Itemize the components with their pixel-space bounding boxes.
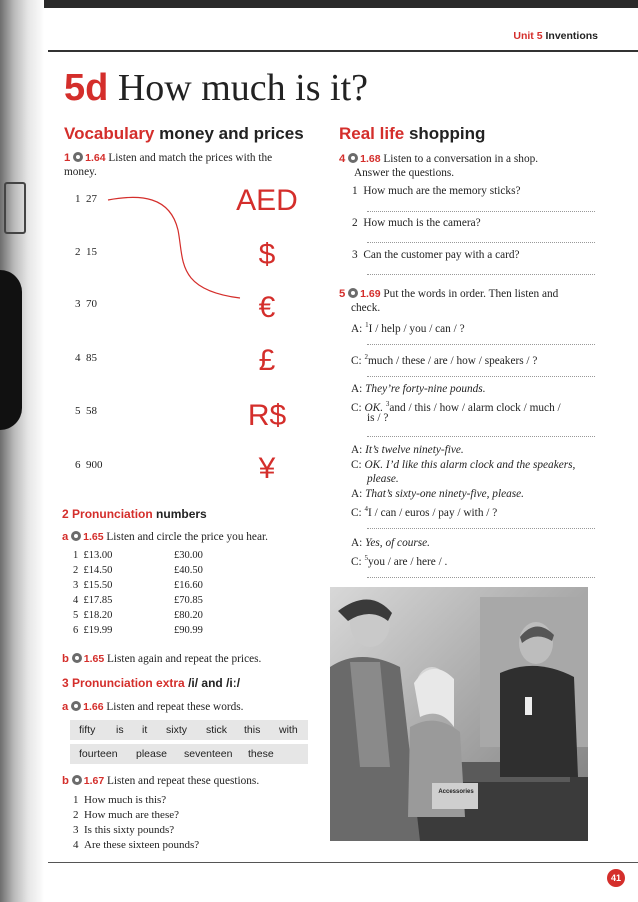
instruction-text-cont: Answer the questions. — [354, 167, 455, 179]
item-value: 58 — [86, 405, 97, 417]
exercise-5-instruction — [339, 287, 601, 315]
pronunciation-extra-label: Pronunciation extra — [72, 676, 185, 690]
item-index: 5 — [75, 405, 81, 417]
audio-cd-icon — [72, 653, 82, 663]
track-number: 1.65 — [83, 653, 105, 665]
real-life-heading — [339, 124, 485, 144]
real-life-topic: shopping — [408, 124, 486, 143]
answer-line[interactable] — [367, 211, 595, 212]
answer-line[interactable] — [367, 436, 595, 437]
page-binding-shadow — [0, 0, 44, 902]
audio-cd-icon — [71, 531, 81, 541]
exercise-letter: b — [62, 775, 69, 787]
dialogue-line-c4: C: $^4$I / can / euros / pay / with / ? — [351, 505, 498, 519]
footer-rule — [48, 862, 638, 863]
instruction-text: Listen and repeat these questions. — [107, 775, 260, 787]
price-option: £16.60 — [174, 580, 203, 591]
word: please — [136, 748, 167, 760]
question-1: 1 How much are the memory sticks? — [352, 185, 521, 197]
dialogue-line-c2-cont: is / ? — [367, 412, 389, 424]
price-row: 1 £13.00 — [73, 550, 113, 561]
item-index: 3 — [75, 298, 81, 310]
question-row: 1 How much is this? — [73, 794, 167, 806]
word: fifty — [79, 724, 96, 736]
vocab-heading — [64, 124, 304, 144]
dialogue-line-c3-cont: please. — [367, 473, 399, 485]
audio-cd-icon — [73, 152, 83, 162]
exercise-letter: b — [62, 653, 69, 665]
answer-line[interactable] — [367, 242, 595, 243]
dialogue-line-a4: A: That’s sixty-one ninety-five, please. — [351, 488, 524, 500]
exercise-1-instruction — [64, 151, 304, 179]
answer-line[interactable] — [367, 274, 595, 275]
word: these — [248, 748, 274, 760]
pronunciation-label: Pronunciation — [72, 507, 153, 521]
exercise-3a-instruction — [62, 700, 312, 714]
number-item-3 — [75, 298, 97, 310]
price-list-a — [73, 548, 112, 638]
track-number: 1.68 — [360, 153, 381, 165]
exercise-2-number: 2 — [62, 507, 69, 521]
price-option: £80.20 — [174, 610, 203, 621]
top-edge — [0, 0, 638, 8]
currency-yen: ¥ — [258, 452, 276, 485]
exercise-2b-instruction — [62, 652, 322, 666]
word: this — [244, 724, 261, 736]
dialogue-line-c1: C: $^2$much / these / are / how / speakers / ? — [351, 353, 538, 367]
word-box-long-i — [70, 744, 308, 764]
number-item-4 — [75, 352, 97, 364]
lesson-title: How much is it? — [117, 67, 368, 109]
item-index: 2 — [75, 246, 81, 258]
item-value: 15 — [86, 246, 97, 258]
price-row: 4 £17.85 — [73, 595, 113, 606]
exercise-3-number: 3 — [62, 676, 69, 690]
currency-euro: € — [258, 291, 276, 324]
pronunciation-extra-heading — [62, 676, 240, 690]
shop-scene-illustration — [330, 587, 588, 841]
track-number: 1.66 — [83, 701, 104, 713]
question-2: 2 How much is the camera? — [352, 217, 481, 229]
exercise-5-number: 5 — [339, 288, 346, 300]
lesson-number: 5d — [64, 67, 109, 109]
exercise-3b-instruction — [62, 774, 322, 788]
audio-cd-icon — [72, 775, 82, 785]
dialogue-line-a5: A: Yes, of course. — [351, 537, 430, 549]
price-row: 2 £14.50 — [73, 565, 113, 576]
number-item-2 — [75, 246, 97, 258]
number-item-5 — [75, 405, 97, 417]
real-life-label: Real life — [339, 124, 405, 143]
track-number: 1.67 — [83, 775, 105, 787]
price-option: £70.85 — [174, 595, 203, 606]
vocab-heading-label: Vocabulary — [64, 124, 155, 143]
price-option: £30.00 — [174, 550, 203, 561]
answer-line[interactable] — [367, 344, 595, 345]
item-value: 27 — [86, 193, 97, 205]
question-3: 3 Can the customer pay with a card? — [352, 249, 520, 261]
track-number: 1.64 — [85, 152, 106, 164]
price-row: 6 £19.99 — [73, 625, 113, 636]
exercise-4-number: 4 — [339, 153, 346, 165]
question-row: 2 How much are these? — [73, 809, 179, 821]
item-value: 900 — [86, 459, 103, 471]
word: seventeen — [184, 748, 233, 760]
dialogue-line-a1: A: $^1$I / help / you / can / ? — [351, 321, 465, 335]
shop-photo — [330, 587, 588, 841]
dialogue-line-a3: A: It’s twelve ninety-five. — [351, 444, 464, 456]
dialogue-line-c3: C: OK. I’d like this alarm clock and the speakers, — [351, 459, 576, 471]
track-number: 1.69 — [360, 288, 381, 300]
answer-line[interactable] — [367, 528, 595, 529]
page-title — [64, 66, 368, 110]
item-index: 4 — [75, 352, 81, 364]
exercise-letter: a — [62, 531, 69, 543]
unit-number: Unit 5 — [513, 30, 543, 42]
audio-cd-icon — [71, 701, 81, 711]
instruction-text-cont: check. — [351, 302, 381, 314]
pronunciation-extra-topic: /i/ and /iː/ — [188, 676, 241, 690]
pronunciation-heading — [62, 507, 207, 521]
exercise-4-instruction — [339, 152, 599, 180]
dialogue-line-c5: C: $^5$you / are / here / . — [351, 554, 448, 568]
binding-dark-area — [0, 270, 22, 430]
instruction-text: Listen again and repeat the prices. — [107, 653, 262, 665]
currency-aed: AED — [236, 184, 298, 217]
item-value: 85 — [86, 352, 97, 364]
instruction-text: Listen and circle the price you hear. — [106, 531, 268, 543]
word: sixty — [166, 724, 187, 736]
instruction-text: Put the words in order. Then listen and — [383, 288, 559, 300]
audio-cd-icon — [348, 288, 358, 298]
word: with — [279, 724, 298, 736]
word: is — [116, 724, 124, 736]
dialogue-line-a2: A: They’re forty-nine pounds. — [351, 383, 486, 395]
track-number: 1.65 — [83, 531, 104, 543]
item-index: 1 — [75, 193, 81, 205]
unit-name: Inventions — [545, 30, 598, 42]
price-row: 3 £15.50 — [73, 580, 113, 591]
price-list-b — [174, 548, 203, 638]
exercise-1-number: 1 — [64, 152, 71, 164]
binding-mark — [4, 182, 26, 234]
number-item-6 — [75, 459, 103, 471]
price-option: £90.99 — [174, 625, 203, 636]
price-option: £40.50 — [174, 565, 203, 576]
word-box-short-i — [70, 720, 308, 740]
word: fourteen — [79, 748, 118, 760]
word: it — [142, 724, 148, 736]
currency-dollar: $ — [258, 238, 276, 271]
question-list — [73, 793, 199, 853]
exercise-2a-instruction — [62, 530, 312, 544]
unit-label — [513, 30, 598, 42]
instruction-text: Listen and match the prices with the money. — [64, 152, 273, 178]
dialogue-line-c2: C: OK. $^3$and / this / how / alarm clock / much / — [351, 400, 561, 414]
answer-line[interactable] — [367, 376, 595, 377]
number-item-1 — [75, 193, 97, 205]
pronunciation-topic: numbers — [156, 507, 207, 521]
header-rule — [48, 50, 638, 52]
currency-real: R$ — [247, 399, 287, 432]
instruction-text: Listen and repeat these words. — [106, 701, 244, 713]
question-row: 4 Are these sixteen pounds? — [73, 839, 200, 851]
currency-pound: £ — [258, 344, 276, 377]
item-index: 6 — [75, 459, 81, 471]
question-row: 3 Is this sixty pounds? — [73, 824, 175, 836]
audio-cd-icon — [348, 153, 358, 163]
accessories-sign: Accessories — [438, 789, 474, 795]
answer-line[interactable] — [367, 577, 595, 578]
exercise-letter: a — [62, 701, 69, 713]
instruction-text: Listen to a conversation in a shop. — [383, 153, 539, 165]
item-value: 70 — [86, 298, 97, 310]
page-number: 41 — [607, 869, 625, 887]
price-row: 5 £18.20 — [73, 610, 113, 621]
vocab-heading-topic: money and prices — [159, 124, 304, 143]
word: stick — [206, 724, 227, 736]
